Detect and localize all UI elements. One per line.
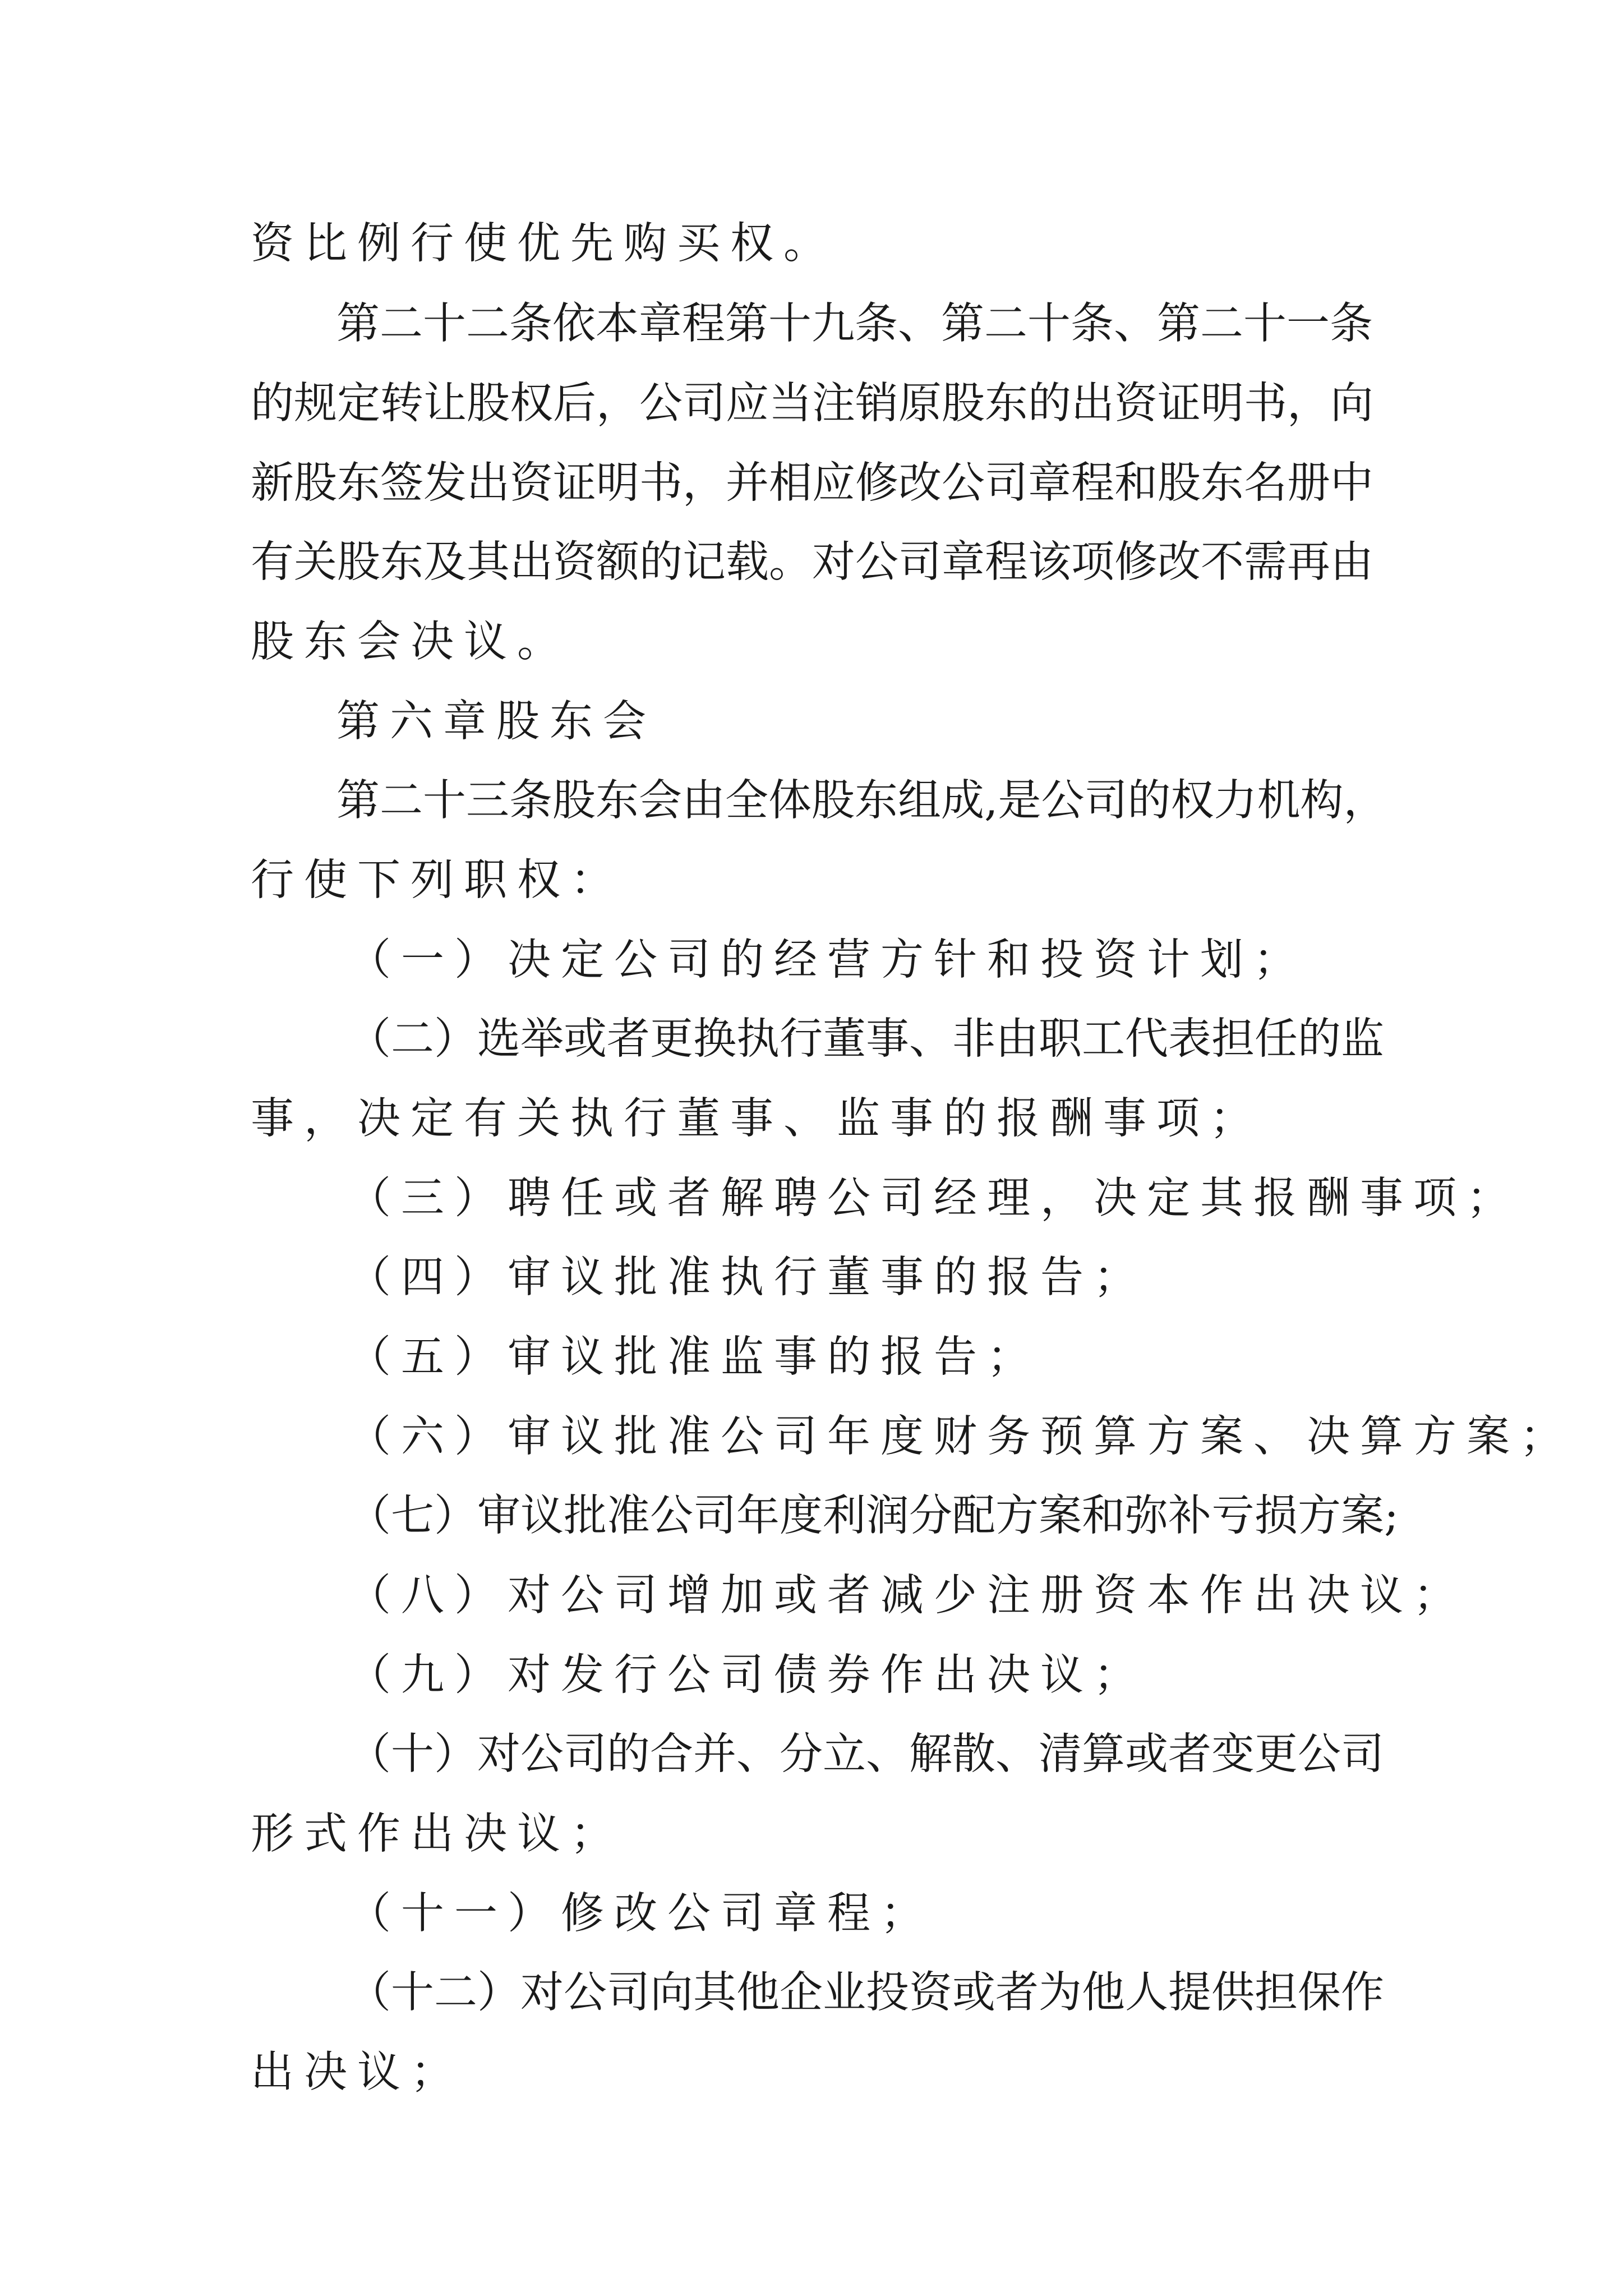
chapter-heading: 第六章股东会 <box>336 697 656 747</box>
text-line: 股东会决议。 <box>251 617 570 667</box>
article-23-heading-line: 第二十三条股东会由全体股东组成,是公司的权力机构， <box>336 776 1387 826</box>
text-line: 有关股东及其出资额的记载。对公司章程该项修改不需再由 <box>251 537 1373 587</box>
list-item-continuation: 出决议； <box>251 2047 464 2097</box>
text-line: 行使下列职权： <box>251 855 624 905</box>
text-line: 新股东签发出资证明书，并相应修改公司章程和股东名册中 <box>251 458 1373 508</box>
list-item: （十一）修改公司章程； <box>348 1889 934 1939</box>
list-item: （五）审议批准监事的报告； <box>348 1332 1040 1382</box>
list-item: （十二）对公司向其他企业投资或者为他人提供担保作 <box>348 1968 1384 2018</box>
list-item: （六）审议批准公司年度财务预算方案、决算方案； <box>348 1412 1573 1462</box>
list-item-continuation: 形式作出决议； <box>251 1809 624 1859</box>
text-line: 资比例行使优先购买权。 <box>251 219 837 269</box>
article-22-heading-line: 第二十二条依本章程第十九条、第二十条、第二十一条 <box>336 299 1373 349</box>
list-item: （一）决定公司的经营方针和投资计划； <box>348 935 1307 985</box>
list-item: （九）对发行公司债券作出决议； <box>348 1650 1147 1700</box>
list-item: （八）对公司增加或者减少注册资本作出决议； <box>348 1571 1467 1621</box>
list-item: （七）审议批准公司年度利润分配方案和弥补亏损方案; <box>348 1491 1399 1541</box>
list-item: （二）选举或者更换执行董事、非由职工代表担任的监 <box>348 1014 1384 1064</box>
list-item-continuation: 事，决定有关执行董事、监事的报酬事项； <box>251 1094 1263 1144</box>
text-line: 的规定转让股权后，公司应当注销原股东的出资证明书，向 <box>251 379 1373 429</box>
list-item: （三）聘任或者解聘公司经理，决定其报酬事项； <box>348 1174 1520 1223</box>
list-item: （十）对公司的合并、分立、解散、清算或者变更公司 <box>348 1729 1384 1779</box>
list-item: （四）审议批准执行董事的报告； <box>348 1253 1147 1303</box>
